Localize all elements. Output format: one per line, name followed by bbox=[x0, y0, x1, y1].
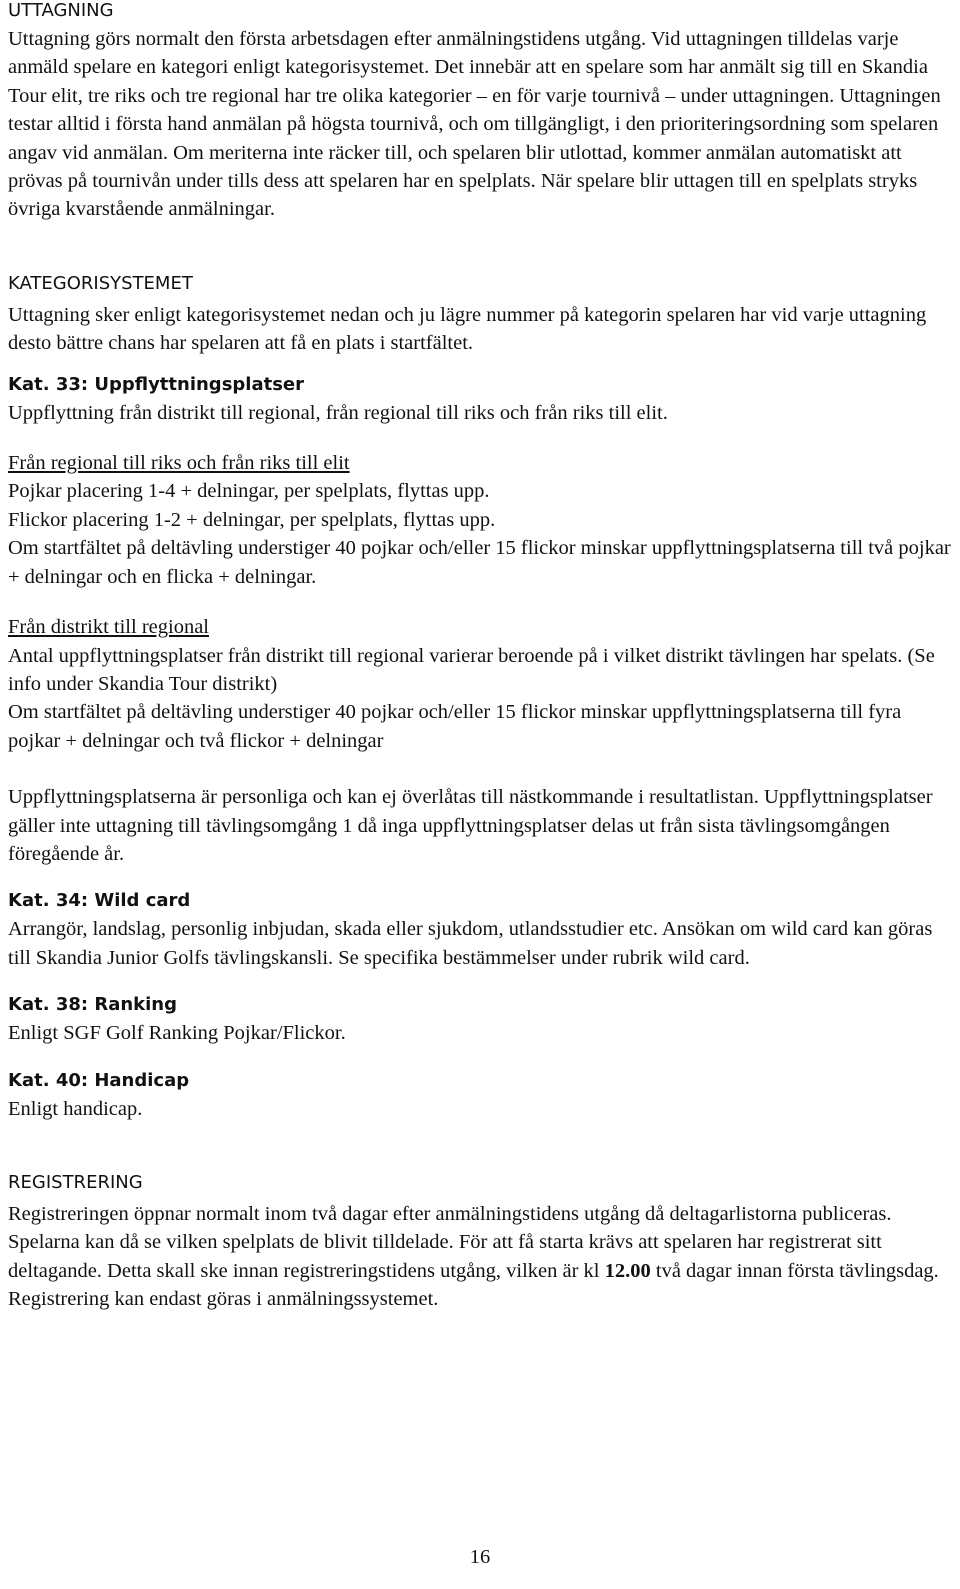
section-heading-uttagning: UTTAGNING bbox=[8, 0, 114, 21]
kat-title: 34: Wild card bbox=[55, 890, 191, 912]
kat-40-paragraph: Enligt handicap. bbox=[8, 1097, 143, 1120]
kategorisystemet-paragraph: Uttagning sker enligt kategorisystemet nedan och ju lägre nummer på kategorin spelaren har vid varje uttagning desto bättre chans har spelaren att få en plats i startfältet. bbox=[8, 303, 927, 355]
section-heading-registrering: REGISTRERING bbox=[8, 1171, 143, 1193]
kat-40-heading bbox=[8, 1070, 952, 1092]
kat-prefix: Kat. bbox=[8, 994, 50, 1016]
section-heading-kategorisystemet: KATEGORISYSTEMET bbox=[8, 272, 193, 294]
subheading-distrikt-regional: Från distrikt till regional bbox=[8, 616, 209, 639]
registrering-text-before: Registreringen öppnar normalt inom två dagar efter anmälningstidens utgång då deltagarlistorna publiceras. Spelarna kan då se vilken spelplats de blivit tilldelade. För att få starta krävs att spelaren har registrerat sitt deltagande. Detta skall ske innan registreringstidens utgång, vilken är kl bbox=[8, 1202, 892, 1282]
uttagning-paragraph: Uttagning görs normalt den första arbetsdagen efter anmälningstidens utgång. Vid uttagningen tilldelas varje anmäld spelare en kategori enligt kategorisystemet. Det innebär att en spelare som har anmält sig till en Skandia Tour elit, tre riks och tre regional har tre olika kategorier – en för varje tournivå – under uttagningen. Uttagningen testar alltid i första hand anmälan på högsta tournivå, och om tillgängligt, i den prioriteringsordning som spelaren angav vid anmälan. Om meriterna inte räcker till, och spelaren blir utlottad, kommer anmälan automatiskt att prövas på tournivån under tills dess att spelaren har en spelplats. När spelare blir uttagen till en spelplats stryks övriga kvarstående anmälningar. bbox=[8, 28, 941, 221]
kat-prefix: Kat. bbox=[8, 373, 50, 395]
startfalt-distrikt-line: Om startfältet på deltävling understiger 40 pojkar och/eller 15 flickor minskar uppflyttningsplatserna till fyra pojkar + delningar och två flickor + delningar bbox=[8, 701, 902, 752]
kat-38-paragraph: Enligt SGF Golf Ranking Pojkar/Flickor. bbox=[8, 1022, 346, 1045]
kat-title: 40: Handicap bbox=[55, 1069, 190, 1091]
kat-title: 33: Uppflyttningsplatser bbox=[55, 373, 305, 395]
pojkar-line: Pojkar placering 1-4 + delningar, per spelplats, flyttas upp. bbox=[8, 480, 490, 503]
page-number: 16 bbox=[469, 1546, 491, 1568]
kat-33-heading bbox=[8, 374, 952, 396]
kat-34-heading bbox=[8, 890, 952, 912]
kat-33-paragraph: Uppflyttning från distrikt till regional, från regional till riks och från riks till elit. bbox=[8, 401, 668, 424]
startfalt-regional-line: Om startfältet på deltävling understiger 40 pojkar och/eller 15 flickor minskar uppflyttningsplatserna till två pojkar + delningar och en flicka + delningar. bbox=[8, 537, 951, 588]
kat-prefix: Kat. bbox=[8, 1069, 50, 1091]
subheading-regional-riks: Från regional till riks och från riks till elit bbox=[8, 452, 350, 475]
kat-34-paragraph: Arrangör, landslag, personlig inbjudan, skada eller sjukdom, utlandsstudier etc. Ansökan om wild card kan göras till Skandia Junior Golfs tävlingskansli. Se specifika bestämmelser under rubrik wild card. bbox=[8, 918, 933, 969]
uppflyttningsplatser-note: Uppflyttningsplatserna är personliga och kan ej överlåtas till nästkommande i resultatlistan. Uppflyttningsplatser gäller inte uttagning till tävlingsomgång 1 då inga uppflyttningsplatser delas ut från sista tävlingsomgången föregående år. bbox=[8, 786, 933, 865]
registrering-text-after: två dagar innan första tävlingsdag. Registrering kan endast göras i anmälningssystemet. bbox=[8, 1259, 939, 1311]
document-page bbox=[8, 0, 952, 1314]
registrering-paragraph bbox=[8, 1200, 952, 1314]
kat-38-heading bbox=[8, 994, 952, 1016]
kat-title: 38: Ranking bbox=[55, 994, 178, 1016]
kat-prefix: Kat. bbox=[8, 890, 50, 912]
antal-uppflyttningsplatser-line: Antal uppflyttningsplatser från distrikt till regional varierar beroende på i vilket distrikt tävlingen har spelats. (Se info under Skandia Tour distrikt) bbox=[8, 644, 935, 695]
registrering-time: 12.00 bbox=[604, 1259, 651, 1282]
flickor-line: Flickor placering 1-2 + delningar, per spelplats, flyttas upp. bbox=[8, 508, 496, 531]
